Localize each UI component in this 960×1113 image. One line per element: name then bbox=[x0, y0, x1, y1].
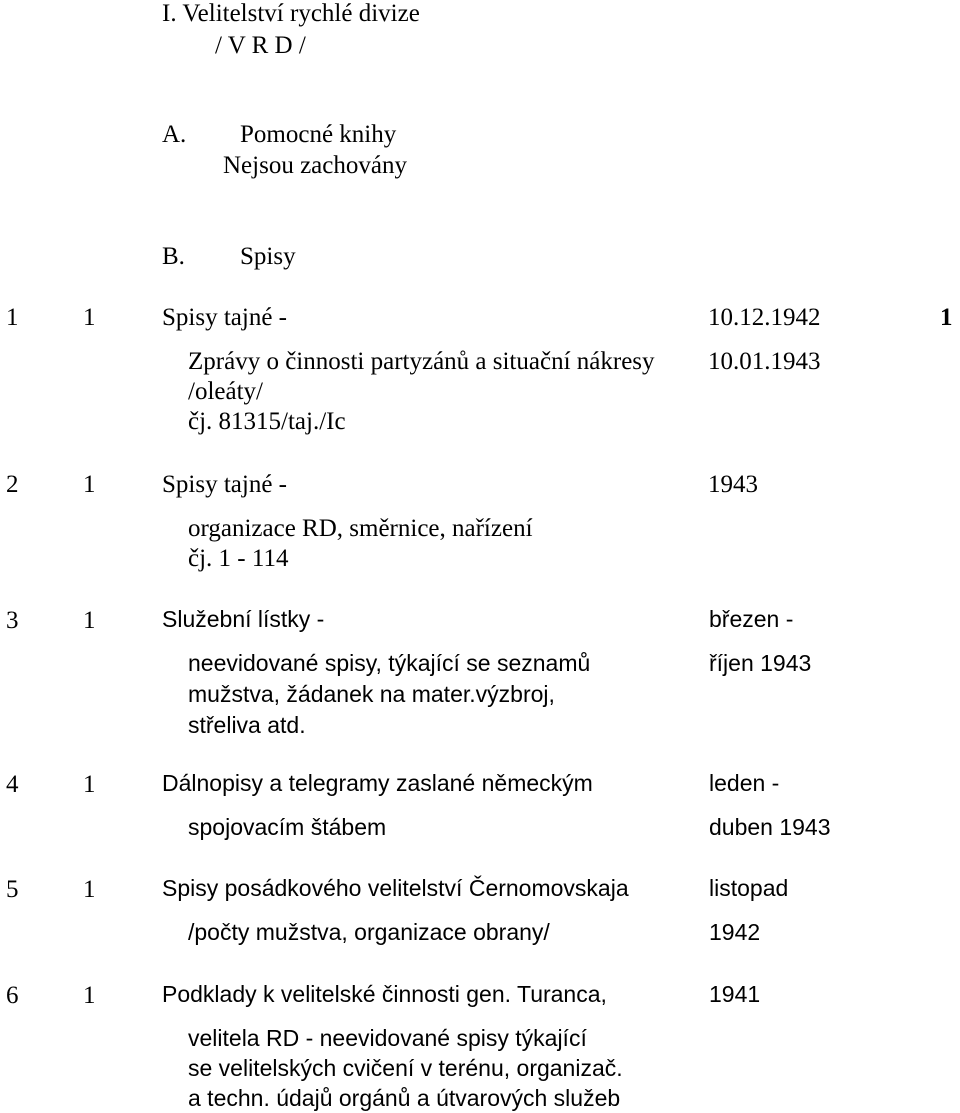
entry-title: Podklady k velitelské činnosti gen. Turanca, bbox=[162, 981, 607, 1007]
entry-count: 1 bbox=[83, 771, 96, 798]
entry-date: březen - bbox=[709, 606, 794, 632]
entry-description-line: /počty mužstva, organizace obrany/ bbox=[188, 919, 550, 945]
entry-date: 10.01.1943 bbox=[708, 348, 821, 375]
entry-title: Spisy tajné - bbox=[162, 304, 287, 331]
entry-count: 1 bbox=[83, 304, 96, 331]
entry-description-line: spojovacím štábem bbox=[188, 814, 387, 840]
section-b-title: Spisy bbox=[240, 243, 296, 270]
section-a-note: Nejsou zachovány bbox=[223, 152, 407, 179]
document-subheading: / V R D / bbox=[215, 32, 306, 59]
entry-date: duben 1943 bbox=[709, 814, 831, 840]
section-a-title: Pomocné knihy bbox=[240, 121, 397, 148]
entry-description-line: střeliva atd. bbox=[188, 712, 306, 738]
entry-number: 6 bbox=[6, 982, 19, 1009]
entry-title: Dálnopisy a telegramy zaslané německým bbox=[162, 770, 593, 796]
entry-title: Spisy posádkového velitelství Černomovskaja bbox=[162, 875, 629, 901]
entry-number: 5 bbox=[6, 876, 19, 903]
entry-count: 1 bbox=[83, 982, 96, 1009]
section-b-marker: B. bbox=[162, 243, 185, 270]
entry-description-line: /oleáty/ bbox=[188, 378, 263, 405]
entry-description-line: velitela RD - neevidované spisy týkající bbox=[188, 1025, 587, 1051]
entry-date: 1943 bbox=[708, 471, 758, 498]
entry-description-line: mužstva, žádanek na mater.výzbroj, bbox=[188, 681, 555, 707]
document-heading: I. Velitelství rychlé divize bbox=[162, 0, 420, 27]
entry-description-line: neevidované spisy, týkající se seznamů bbox=[188, 650, 591, 676]
entry-date: říjen 1943 bbox=[709, 650, 812, 676]
entry-description-line: se velitelských cvičení v terénu, organizač. bbox=[188, 1055, 623, 1081]
entry-count: 1 bbox=[83, 471, 96, 498]
entry-count: 1 bbox=[83, 876, 96, 903]
entry-date: 10.12.1942 bbox=[708, 304, 821, 331]
entry-description-line: čj. 1 - 114 bbox=[188, 545, 289, 572]
entry-number: 4 bbox=[6, 771, 19, 798]
entry-date: leden - bbox=[709, 770, 780, 796]
entry-description-line: organizace RD, směrnice, nařízení bbox=[188, 515, 533, 542]
entry-number: 1 bbox=[6, 304, 19, 331]
entry-number: 3 bbox=[6, 607, 19, 634]
entry-number: 2 bbox=[6, 471, 19, 498]
entry-description-line: čj. 81315/taj./Ic bbox=[188, 408, 346, 435]
entry-title: Spisy tajné - bbox=[162, 471, 287, 498]
entry-date: listopad bbox=[709, 875, 789, 901]
entry-count: 1 bbox=[83, 607, 96, 634]
entry-date: 1942 bbox=[709, 919, 761, 945]
entry-date: 1941 bbox=[709, 981, 761, 1007]
entry-description-line: a techn. údajů orgánů a útvarových služeb bbox=[188, 1085, 621, 1111]
page-number: 1 bbox=[940, 304, 953, 331]
entry-title: Služební lístky - bbox=[162, 606, 325, 632]
section-a-marker: A. bbox=[162, 121, 187, 148]
entry-description-line: Zprávy o činnosti partyzánů a situační nákresy bbox=[188, 348, 655, 375]
